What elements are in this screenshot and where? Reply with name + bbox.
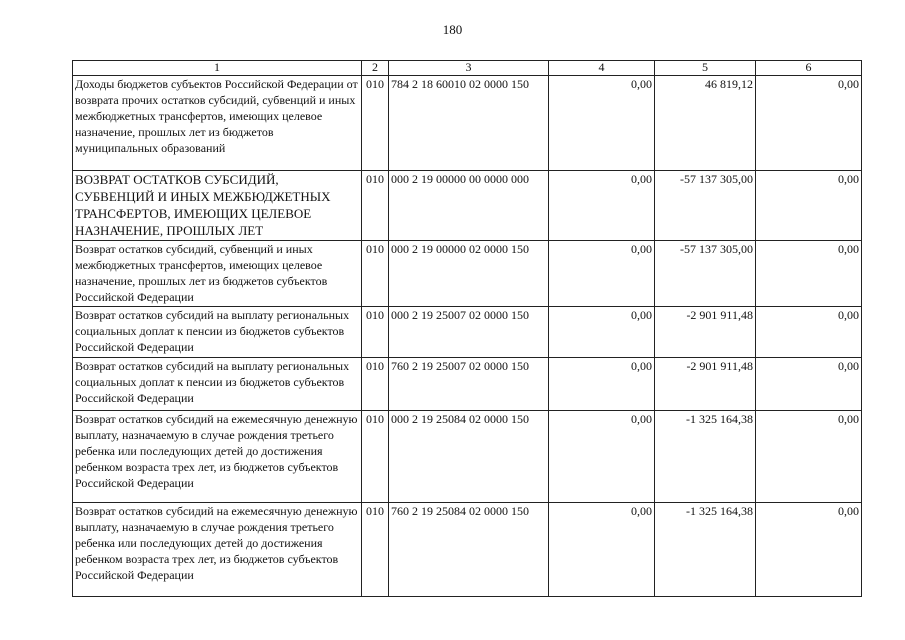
- row-name: Возврат остатков субсидий на выплату региональных социальных доплат к пенсии из бюджетов субъектов Российской Федерации: [73, 307, 362, 358]
- budget-report-table: [72, 60, 862, 597]
- column-header-6: 6: [756, 61, 862, 76]
- column-header-5: 5: [655, 61, 756, 76]
- row-value-col4: 0,00: [549, 171, 655, 241]
- row-line-code: 010: [362, 503, 389, 597]
- row-value-col6: 0,00: [756, 76, 862, 171]
- column-header-2: 2: [362, 61, 389, 76]
- row-name: Возврат остатков субсидий, субвенций и иных межбюджетных трансфертов, имеющих целевое назначение, прошлых лет из бюджетов субъектов Российской Федерации: [73, 241, 362, 307]
- row-value-col6: 0,00: [756, 358, 862, 411]
- row-value-col5: -1 325 164,38: [655, 503, 756, 597]
- row-value-col5: -2 901 911,48: [655, 358, 756, 411]
- row-budget-code: 760 2 19 25084 02 0000 150: [389, 503, 549, 597]
- table-row: [73, 411, 862, 503]
- column-header-3: 3: [389, 61, 549, 76]
- row-value-col6: 0,00: [756, 307, 862, 358]
- table-row: [73, 358, 862, 411]
- row-line-code: 010: [362, 76, 389, 171]
- row-budget-code: 000 2 19 00000 02 0000 150: [389, 241, 549, 307]
- row-value-col4: 0,00: [549, 307, 655, 358]
- row-budget-code: 000 2 19 00000 00 0000 000: [389, 171, 549, 241]
- row-value-col5: -2 901 911,48: [655, 307, 756, 358]
- row-line-code: 010: [362, 358, 389, 411]
- row-budget-code: 760 2 19 25007 02 0000 150: [389, 358, 549, 411]
- table-row: [73, 503, 862, 597]
- row-value-col5: -57 137 305,00: [655, 171, 756, 241]
- row-name: Возврат остатков субсидий на ежемесячную денежную выплату, назначаемую в случае рождения третьего ребенка или последующих детей до достижения ребенком возраста трех лет, из бюджетов субъектов Российской Федерации: [73, 411, 362, 503]
- row-value-col4: 0,00: [549, 76, 655, 171]
- row-name: ВОЗВРАТ ОСТАТКОВ СУБСИДИЙ, СУБВЕНЦИЙ И ИНЫХ МЕЖБЮДЖЕТНЫХ ТРАНСФЕРТОВ, ИМЕЮЩИХ ЦЕЛЕВОЕ НАЗНАЧЕНИЕ, ПРОШЛЫХ ЛЕТ: [73, 171, 362, 241]
- row-value-col4: 0,00: [549, 503, 655, 597]
- row-line-code: 010: [362, 307, 389, 358]
- row-budget-code: 784 2 18 60010 02 0000 150: [389, 76, 549, 171]
- row-value-col6: 0,00: [756, 241, 862, 307]
- table-row: [73, 171, 862, 241]
- table-row: [73, 76, 862, 171]
- table-row: [73, 307, 862, 358]
- column-header-1: 1: [73, 61, 362, 76]
- row-name: Возврат остатков субсидий на ежемесячную денежную выплату, назначаемую в случае рождения третьего ребенка или последующих детей до достижения ребенком возраста трех лет, из бюджетов субъектов Российской Федерации: [73, 503, 362, 597]
- row-line-code: 010: [362, 171, 389, 241]
- column-header-4: 4: [549, 61, 655, 76]
- table-header-row: [73, 61, 862, 76]
- row-value-col5: 46 819,12: [655, 76, 756, 171]
- row-budget-code: 000 2 19 25084 02 0000 150: [389, 411, 549, 503]
- row-name: Возврат остатков субсидий на выплату региональных социальных доплат к пенсии из бюджетов субъектов Российской Федерации: [73, 358, 362, 411]
- row-name: Доходы бюджетов субъектов Российской Федерации от возврата прочих остатков субсидий, субвенций и иных межбюджетных трансфертов, имеющих целевое назначение, прошлых лет из бюджетов муниципальных образований: [73, 76, 362, 171]
- row-value-col4: 0,00: [549, 241, 655, 307]
- row-budget-code: 000 2 19 25007 02 0000 150: [389, 307, 549, 358]
- row-line-code: 010: [362, 241, 389, 307]
- row-value-col4: 0,00: [549, 358, 655, 411]
- row-value-col6: 0,00: [756, 171, 862, 241]
- row-value-col6: 0,00: [756, 503, 862, 597]
- row-value-col6: 0,00: [756, 411, 862, 503]
- row-value-col5: -57 137 305,00: [655, 241, 756, 307]
- table-row: [73, 241, 862, 307]
- row-line-code: 010: [362, 411, 389, 503]
- row-value-col4: 0,00: [549, 411, 655, 503]
- row-value-col5: -1 325 164,38: [655, 411, 756, 503]
- page-number: 180: [442, 22, 463, 37]
